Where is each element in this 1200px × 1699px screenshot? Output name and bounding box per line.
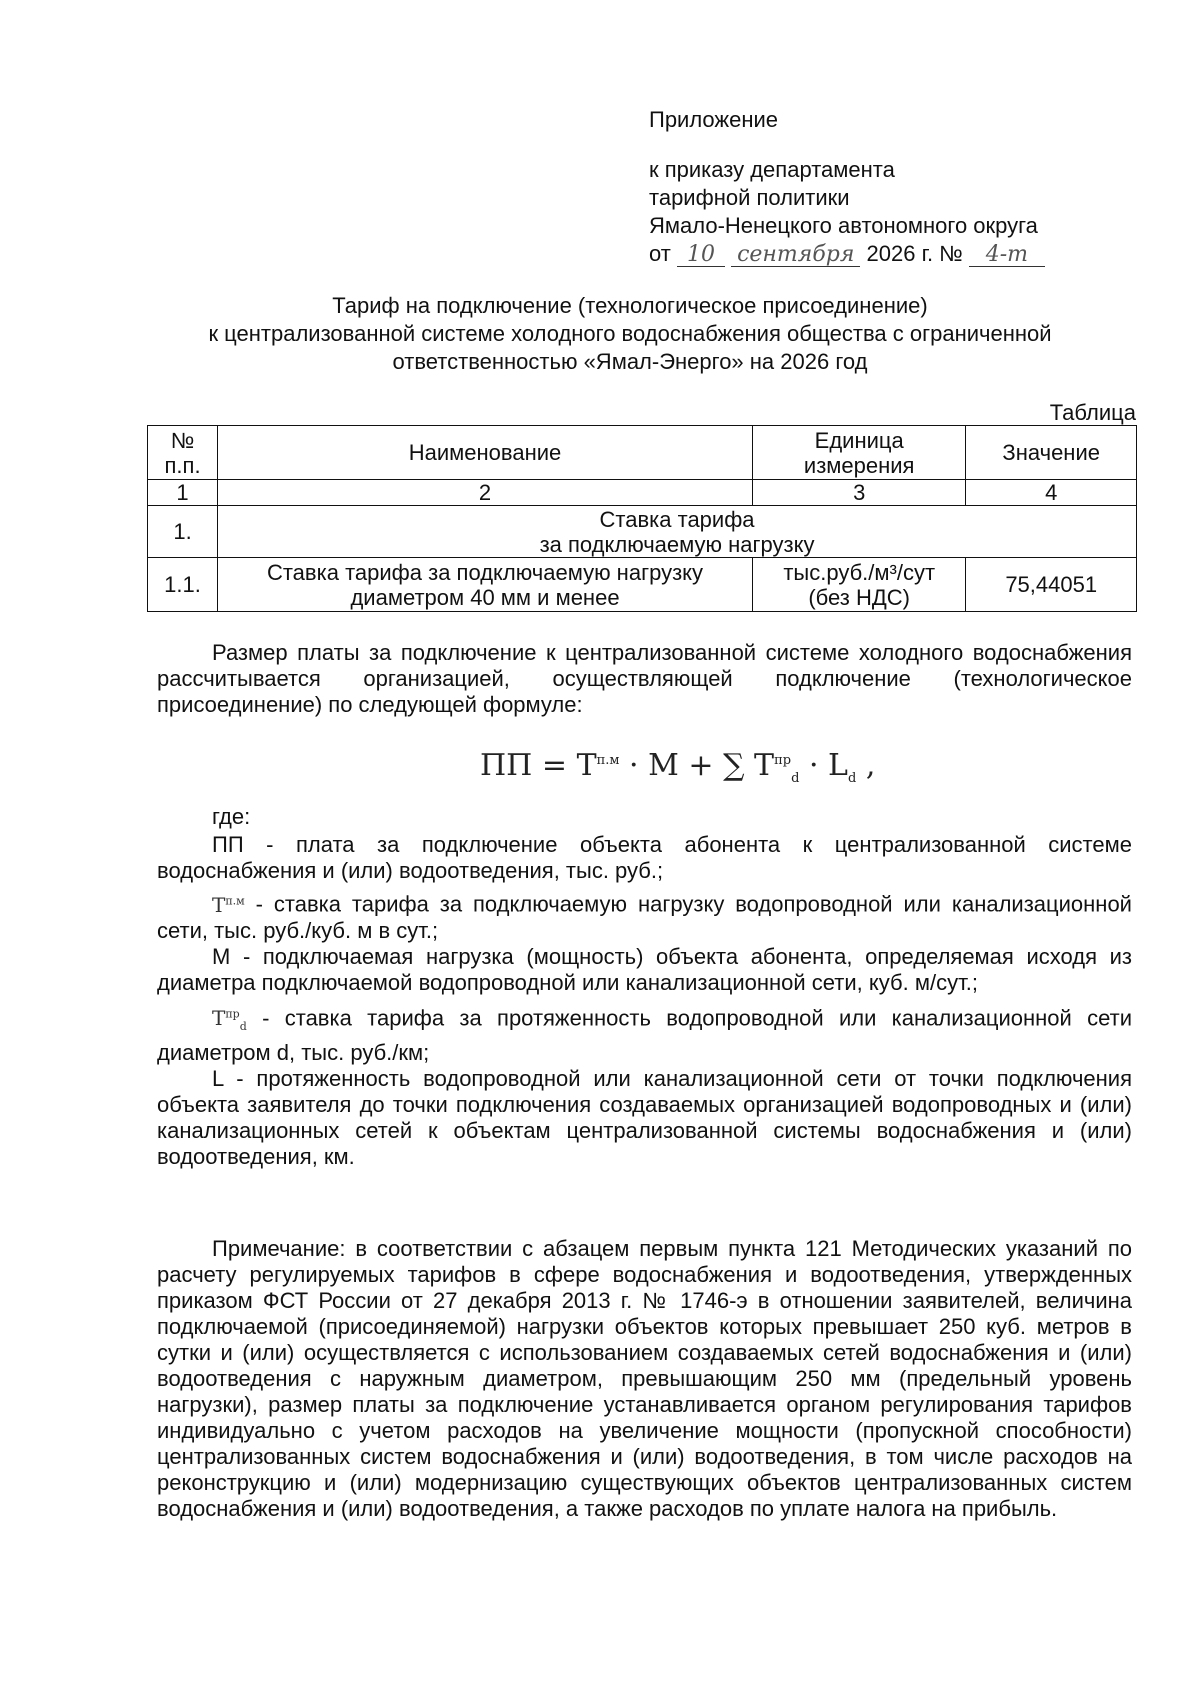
- header-num: [148, 426, 218, 480]
- appendix-line-1: к приказу департамента: [649, 157, 895, 182]
- row-name-line-1: Ставка тарифа за подключаемую нагрузку: [266, 559, 704, 585]
- formula-t-pr-sub: d: [791, 771, 800, 786]
- formula-l: L: [828, 748, 848, 783]
- definition-l: L - протяженность водопроводной или канализационной сети от точки подключения объекта заявителя до точки подключения создаваемых организацией водопроводных и (или) канализационных сетей к объектам централизованной системы водоснабжения и (или) водоотведения, км.: [157, 1066, 1132, 1170]
- row-value: 75,44051: [966, 558, 1137, 612]
- date-year: 2026 г. №: [866, 241, 963, 266]
- symbol-t-pm: $Т^{п.м}$: [212, 892, 245, 917]
- table-section-row: [148, 506, 1137, 558]
- section-num: 1.: [148, 506, 218, 558]
- section-label: [218, 506, 1137, 558]
- definition-m: М - подключаемая нагрузка (мощность) объекта абонента, определяемая исходя из диаметра подключаемой водопроводной или канализационной сети, куб. м/сут.;: [157, 943, 1132, 995]
- row-unit: [752, 558, 965, 612]
- header-unit: [752, 426, 965, 480]
- document-title: [140, 292, 1120, 376]
- date-prefix: от: [649, 241, 671, 266]
- handwritten-day: 10: [677, 244, 725, 267]
- section-label-line-2: за подключаемую нагрузку: [539, 531, 815, 557]
- colnum-1: 1: [148, 480, 218, 506]
- title-line-2: к централизованной системе холодного водоснабжения общества с ограниченной: [208, 321, 1052, 346]
- formula-trailing: ,: [865, 748, 876, 783]
- table-colnum-row: [148, 480, 1137, 506]
- row-unit-line-1: тыс.руб./м³/сут: [783, 559, 936, 585]
- colnum-3: 3: [752, 480, 965, 506]
- formula-t-pr: Т: [754, 748, 775, 783]
- intro-text: Размер платы за подключение к централизованной системе холодного водоснабжения рассчитывается организацией, осуществляющей подключение (технологическое присоединение) по следующей формуле:: [157, 640, 1132, 717]
- table-row: [148, 558, 1137, 612]
- intro-paragraph: [157, 640, 1132, 718]
- handwritten-order-number: 4-т: [969, 244, 1045, 267]
- formula-m: М: [648, 748, 679, 783]
- header-unit-line-2: измерения: [803, 452, 915, 478]
- tariff-table: [147, 425, 1137, 612]
- formula-lhs: ПП: [480, 748, 533, 783]
- row-name: [218, 558, 753, 612]
- appendix-line-3: Ямало-Ненецкого автономного округа: [649, 213, 1038, 238]
- appendix-heading: Приложение: [649, 107, 779, 132]
- definitions-block: [157, 804, 1132, 1170]
- row-unit-line-2: (без НДС): [808, 584, 910, 610]
- appendix-block: [649, 106, 1045, 268]
- payment-formula: ПП = $Т^{п.м} \cdot М$ + ∑ $Т^{пр}_d \cdot L_d$ ,: [480, 748, 876, 786]
- formula-t-pr-sup: пр: [774, 753, 792, 768]
- definition-tpr: $Т^{пр}_d$ - ставка тарифа за протяженность водопроводной или канализационной сети диаметром d, тыс. руб./км;: [157, 1005, 1132, 1066]
- title-line-3: ответственностью «Ямал-Энерго» на 2026 год: [392, 349, 868, 374]
- colnum-2: 2: [218, 480, 753, 506]
- colnum-4: 4: [966, 480, 1137, 506]
- header-unit-line-1: Единица: [814, 427, 904, 453]
- appendix-line-2: тарифной политики: [649, 185, 850, 210]
- section-label-line-1: Ставка тарифа: [599, 506, 755, 532]
- formula-l-sub: d: [847, 771, 857, 786]
- table-caption: Таблица: [1049, 400, 1136, 425]
- formula-t-main: Т: [576, 748, 597, 783]
- formula-sum: ∑: [723, 748, 745, 783]
- row-num: 1.1.: [148, 558, 218, 612]
- table-header-row: [148, 426, 1137, 480]
- title-line-1: Тариф на подключение (технологическое присоединение): [332, 293, 928, 318]
- handwritten-month: сентября: [731, 244, 860, 267]
- header-num-line-1: №: [170, 427, 195, 453]
- definition-tpm: $Т^{п.м}$ - ставка тарифа за подключаемую нагрузку водопроводной или канализационной сети, тыс. руб./куб. м в сут.;: [157, 891, 1132, 943]
- header-name: Наименование: [218, 426, 753, 480]
- where-label: где:: [212, 804, 251, 829]
- note-text: Примечание: в соответствии с абзацем первым пункта 121 Методических указаний по расчету регулируемых тарифов в сфере водоснабжения и водоотведения, утвержденных приказом ФСТ России от 27 декабря 2013 г. № 1746-э в отношении заявителей, величина подключаемой (присоединяемой) нагрузки объектов которых превышает 250 куб. метров в сутки и (или) осуществляется с использованием создаваемых сетей водоснабжения и (или) водоотведения с наружным диаметром, превышающим 250 мм (предельный уровень нагрузки), размер платы за подключение устанавливается органом регулирования тарифов индивидуально с учетом расходов на увеличение мощности (пропускной способности) централизованных систем водоснабжения и (или) водоотведения, в том числе расходов на реконструкцию и (или) модернизацию существующих объектов централизованных систем водоснабжения и (или) водоотведения, а также расходов по уплате налога на прибыль.: [157, 1236, 1132, 1521]
- row-name-line-2: диаметром 40 мм и менее: [350, 584, 620, 610]
- note-paragraph: [157, 1236, 1132, 1522]
- appendix-date-line: [649, 240, 1045, 268]
- symbol-t-pr: $Т^{пр}_d$: [212, 1006, 247, 1034]
- header-value: Значение: [966, 426, 1137, 480]
- definition-pp: ПП - плата за подключение объекта абонента к централизованной системе водоснабжения и (или) водоотведения, тыс. руб.;: [157, 832, 1132, 883]
- formula-t-main-sup: п.м: [596, 753, 620, 768]
- header-num-line-2: п.п.: [164, 452, 201, 478]
